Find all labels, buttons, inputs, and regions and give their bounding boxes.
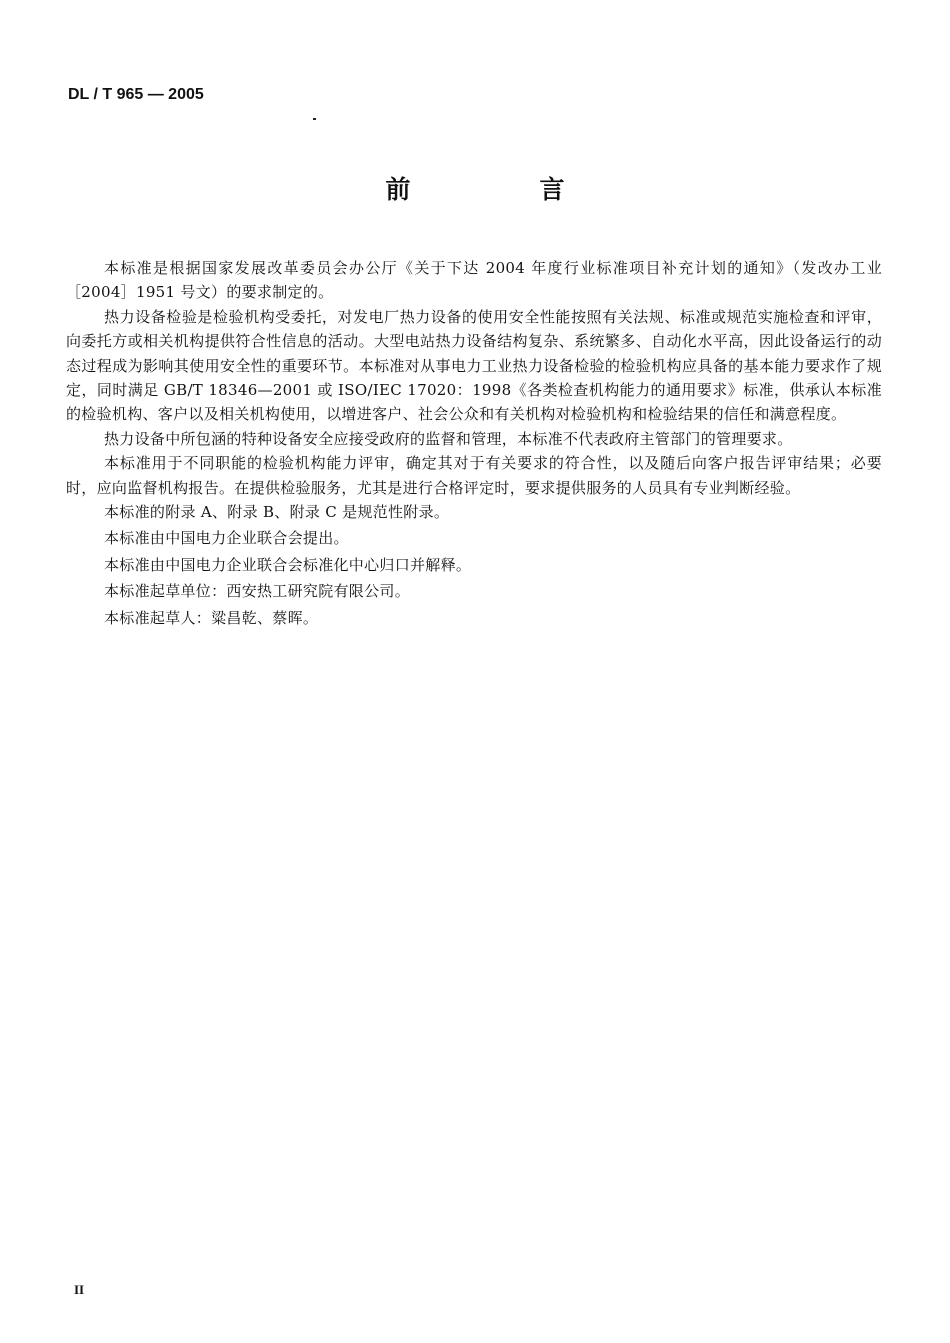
paragraph-drafting-unit: 本标准起草单位：西安热工研究院有限公司。: [104, 582, 411, 601]
paragraph-administrator: 本标准由中国电力企业联合会标准化中心归口并解释。: [104, 555, 472, 574]
standard-code: DL / T 965 — 2005: [68, 86, 204, 103]
document-body: [66, 256, 882, 632]
paragraph-scope-of-use: 本标准用于不同职能的检验机构能力评审，确定其对于有关要求的符合性，以及随后向客户报告评审结果；必要时，应向监督机构报告。在提供检验服务，尤其是进行合格评定时，要求提供服务的人员具有专业判断经验。: [66, 454, 882, 497]
paragraph-special-equipment: 热力设备中所包涵的特种设备安全应接受政府的监督和管理，本标准不代表政府主管部门的管理要求。: [104, 429, 793, 448]
paragraph-inspection-definition: 热力设备检验是检验机构受委托，对发电厂热力设备的使用安全性能按照有关法规、标准或规范实施检查和评审，向委托方或相关机构提供符合性信息的活动。大型电站热力设备结构复杂、系统繁多、自动化水平高，因此设备运行的动态过程成为影响其使用安全性的重要环节。本标准对从事电力工业热力设备检验的检验机构应具备的基本能力要求作了规定，同时满足 GB/T 18346—2001 或 ISO/IEC 17020：1998《各类检查机构能力的通用要求》标准，供承认本标准的检验机构、客户以及相关机构使用，以增进客户、社会公众和有关机构对检验机构和检验结果的信任和满意程度。: [66, 307, 882, 424]
paragraph-appendices: 本标准的附录 A、附录 B、附录 C 是规范性附录。: [104, 503, 450, 522]
page-number: II: [74, 1282, 85, 1297]
paragraph-basis: 本标准是根据国家发展改革委员会办公厅《关于下达 2004 年度行业标准项目补充计划的通知》（发改办工业［2004］1951 号文）的要求制定的。: [66, 259, 882, 302]
page-title: 前 言: [385, 175, 617, 204]
stray-mark: [313, 118, 316, 120]
paragraph-proposer: 本标准由中国电力企业联合会提出。: [104, 529, 349, 548]
paragraph-drafters: 本标准起草人：粱昌乾、蔡晖。: [104, 608, 319, 627]
